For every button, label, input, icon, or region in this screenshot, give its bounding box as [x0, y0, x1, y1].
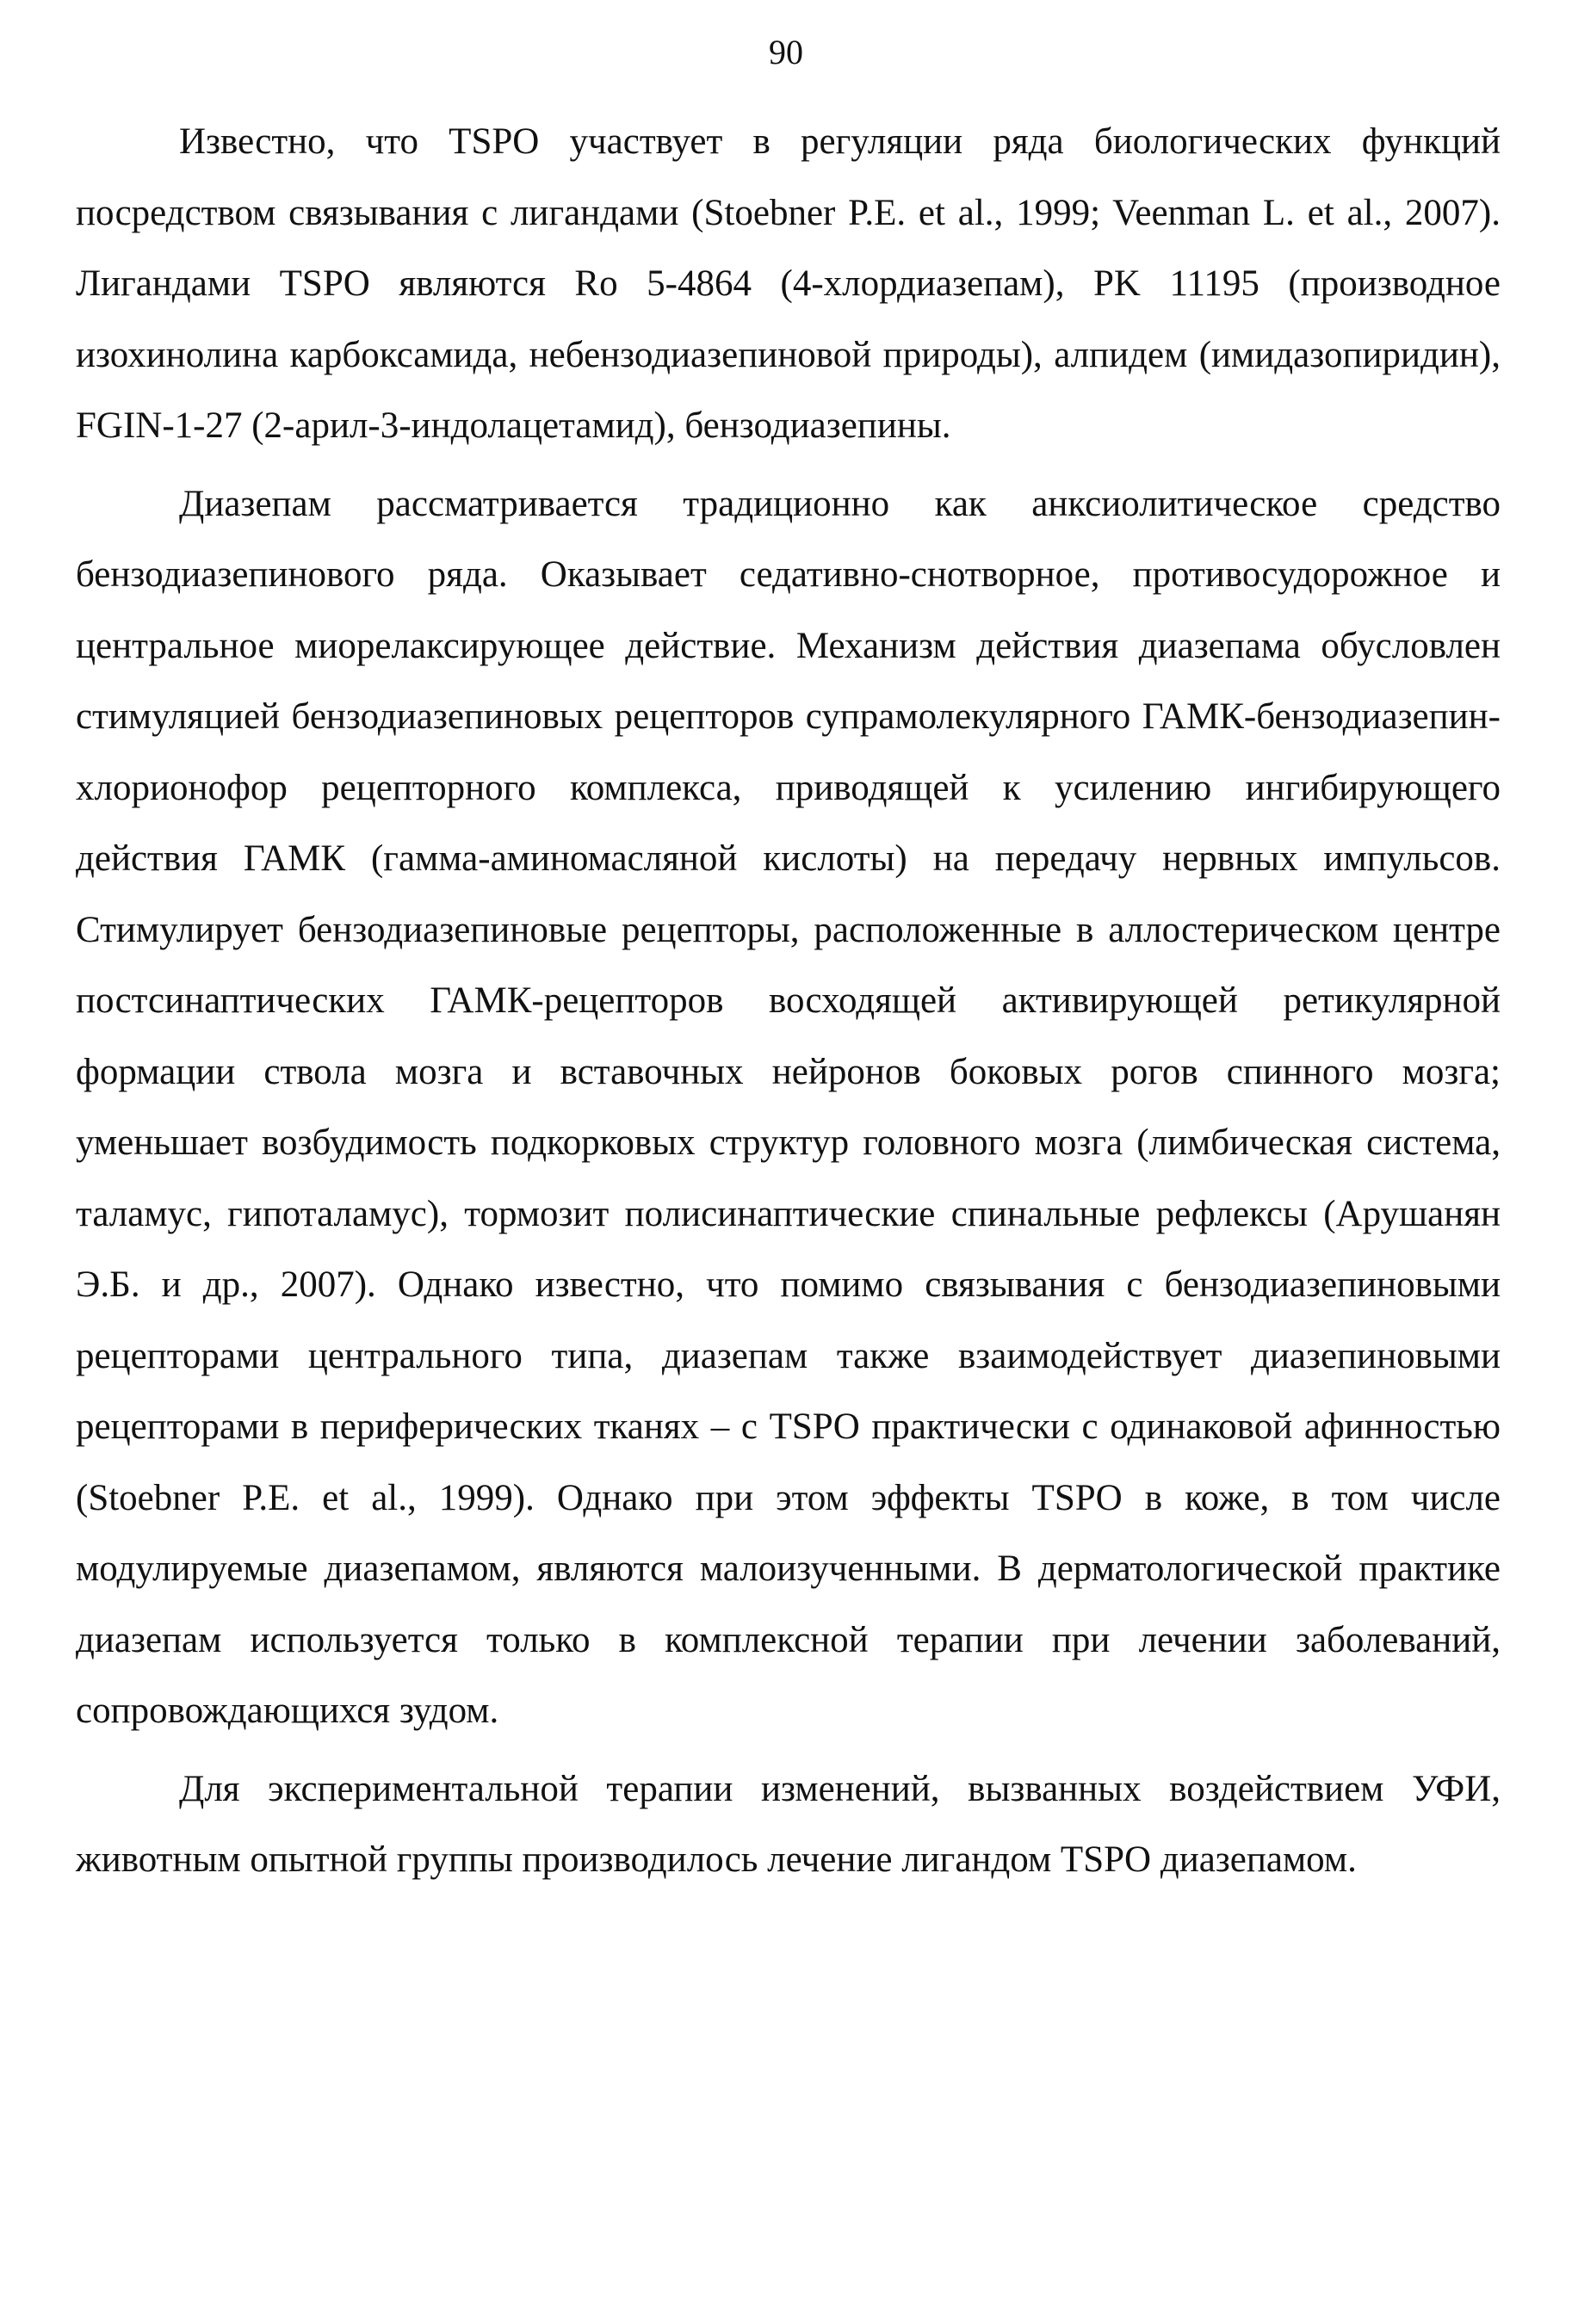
- document-body: [76, 107, 1501, 1903]
- paragraph-diazepam-mechanism: Диазепам рассматривается традиционно как анксиолитическое средство бензодиазепинового ряда. Оказывает седативно-снотворное, противосудорожное и центральное миорелаксирующее действие. Механизм действия диазепама обусловлен стимуляцией бензодиазепиновых рецепторов супрамолекулярного ГАМК-бензодиазепин-хлорионофор рецепторного комплекса, приводящей к усилению ингибирующего действия ГАМК (гамма-аминомасляной кислоты) на передачу нервных импульсов. Стимулирует бензодиазепиновые рецепторы, расположенные в аллостерическом центре постсинаптических ГАМК-рецепторов восходящей активирующей ретикулярной формации ствола мозга и вставочных нейронов боковых рогов спинного мозга; уменьшает возбудимость подкорковых структур головного мозга (лимбическая система, таламус, гипоталамус), тормозит полисинаптические спинальные рефлексы (Арушанян Э.Б. и др., 2007). Однако известно, что помимо связывания с бензодиазепиновыми рецепторами центрального типа, диазепам также взаимодействует диазепиновыми рецепторами в периферических тканях – с TSPO практически с одинаковой афинностью (Stoebner P.E. et al., 1999). Однако при этом эффекты TSPO в коже, в том числе модулируемые диазепамом, являются малоизученными. В дерматологической практике диазепам используется только в комплексной терапии при лечении заболеваний, сопровождающихся зудом.: [76, 483, 1501, 1731]
- paragraph-tspo-ligands: Известно, что TSPO участвует в регуляции ряда биологических функций посредством связывания с лигандами (Stoebner P.E. et al., 1999; Veenman L. et al., 2007). Лигандами TSPO являются Ro 5-4864 (4-хлордиазепам), PK 11195 (производное изохинолина карбоксамида, небензодиазепиновой природы), алпидем (имидазопиридин), FGIN-1-27 (2-арил-3-индолацетамид), бензодиазепины.: [76, 121, 1501, 446]
- paragraph-experimental-therapy: Для экспериментальной терапии изменений, вызванных воздействием УФИ, животным опытной группы производилось лечение лигандом TSPO диазепамом.: [76, 1768, 1501, 1880]
- page-number: 90: [769, 33, 803, 71]
